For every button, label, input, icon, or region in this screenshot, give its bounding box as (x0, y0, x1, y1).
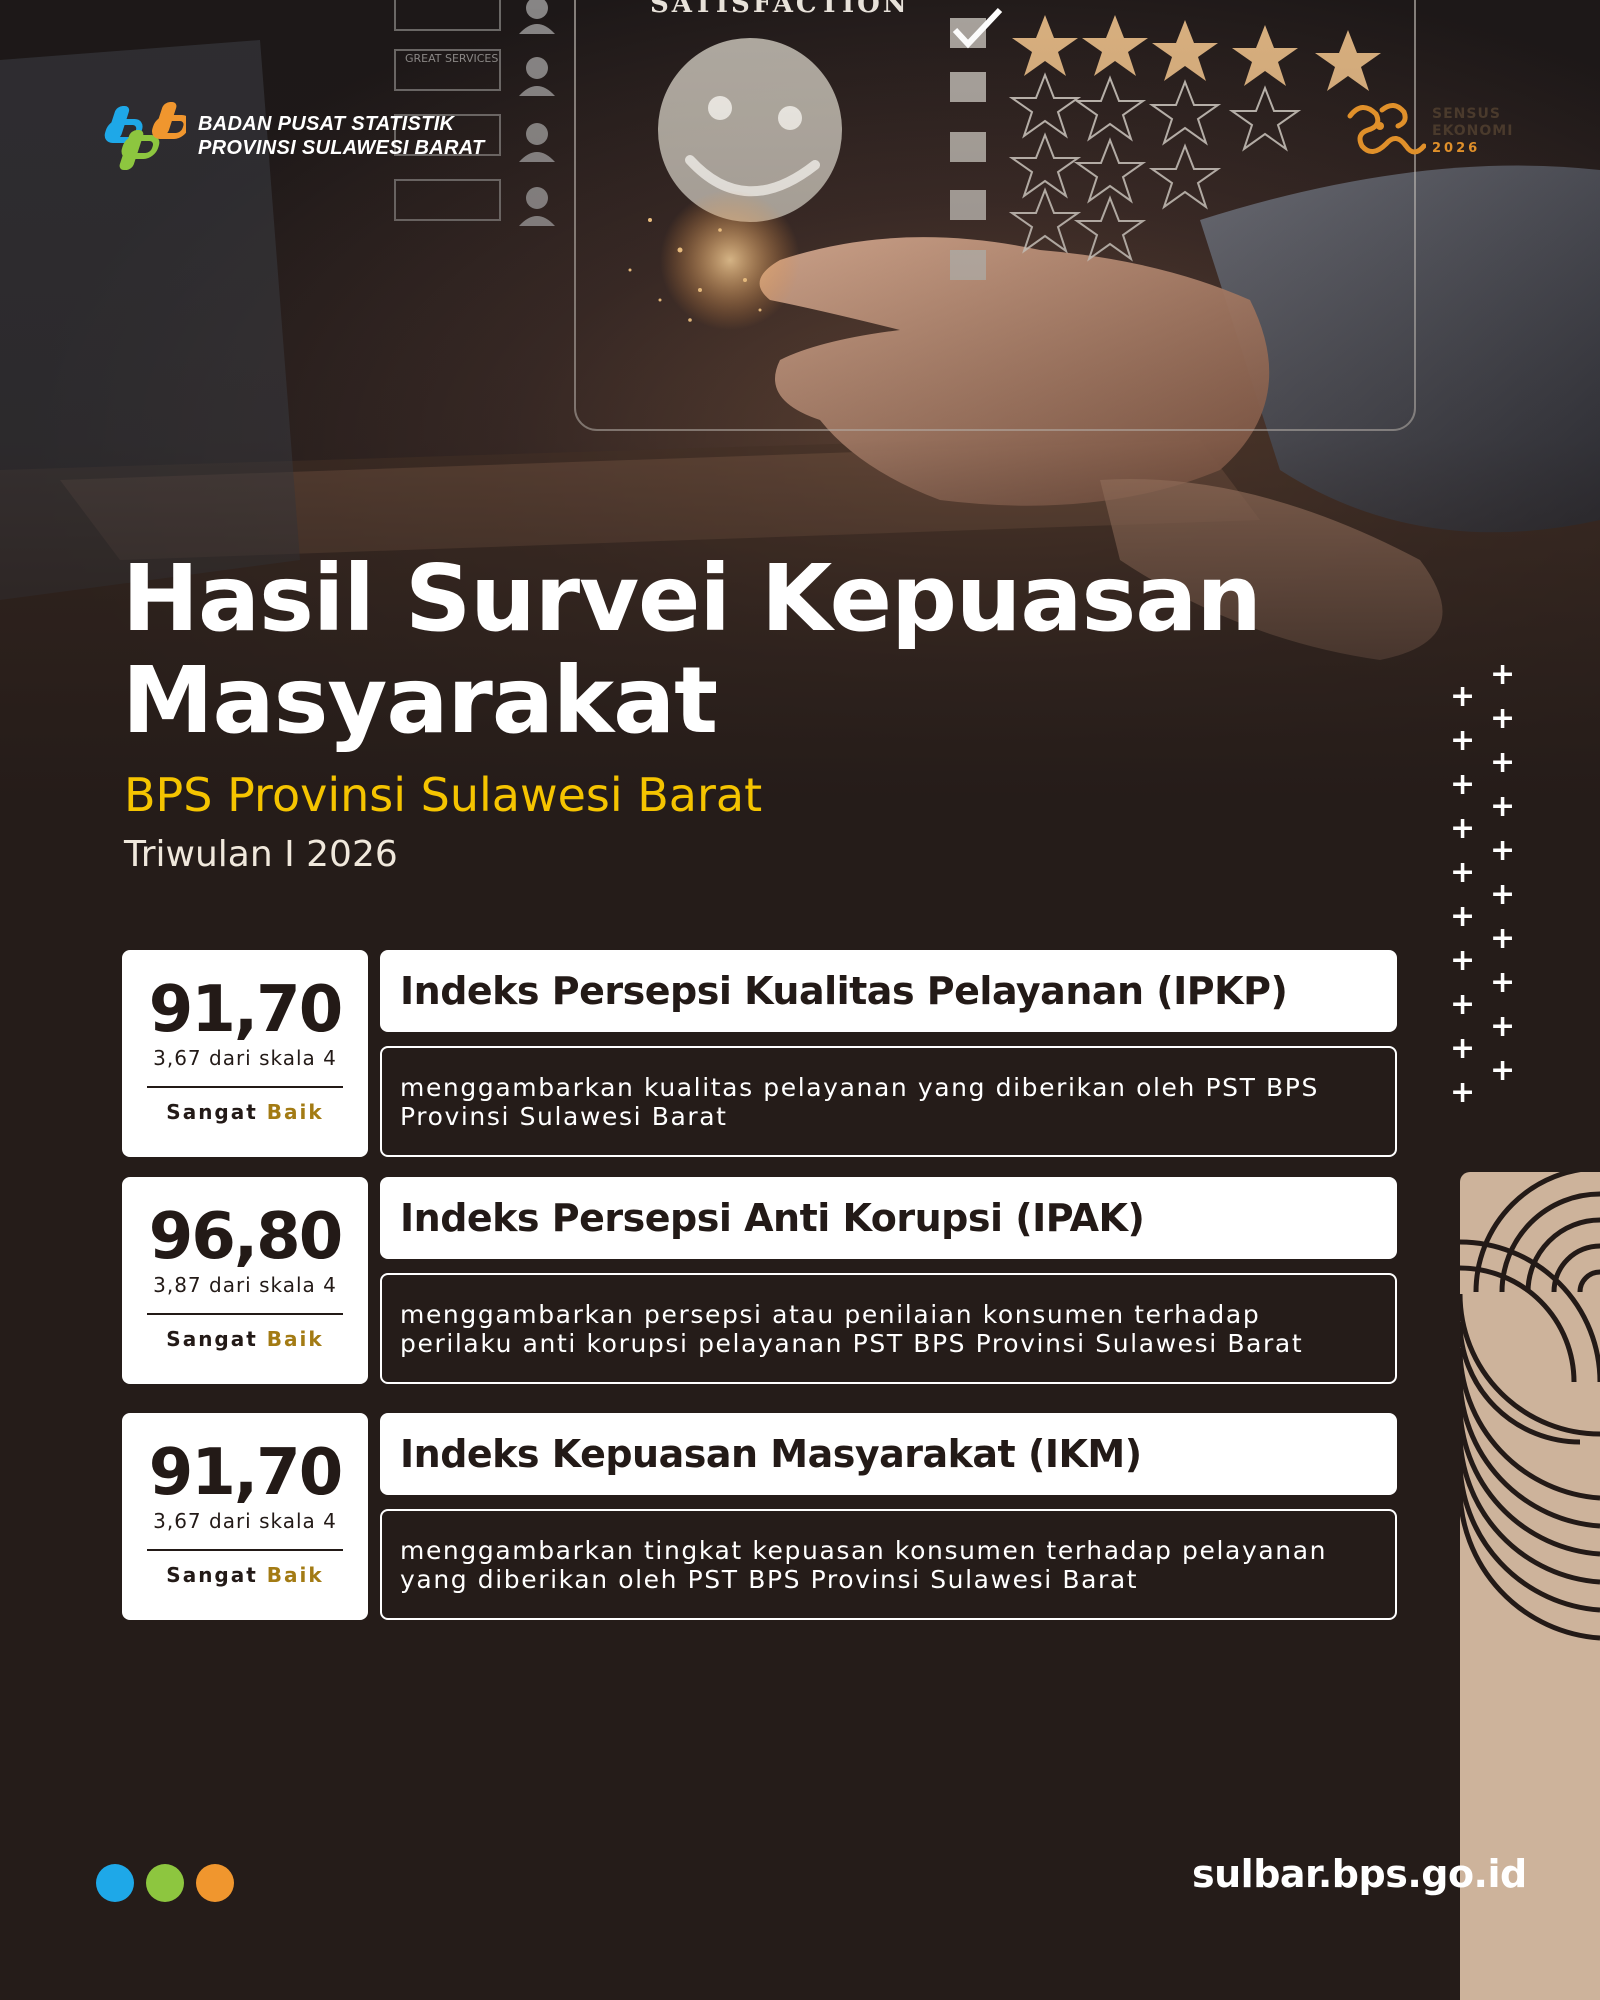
plus-pattern-decoration: + + + + + + + + + + + + + + + + + + + + (1450, 657, 1516, 1110)
page-subtitle: BPS Provinsi Sulawesi Barat (124, 768, 763, 822)
rating-label-part2: Baik (266, 1563, 324, 1587)
index-description-box (380, 1273, 1397, 1384)
index-name: Indeks Persepsi Kualitas Pelayanan (IPKP) (400, 969, 1288, 1013)
rating-label-part2: Baik (266, 1100, 324, 1124)
score-scale: 3,87 dari skala 4 (153, 1273, 337, 1297)
rating-label-part1: Sangat (166, 1100, 258, 1124)
score-box (122, 1413, 368, 1620)
org-name-line1: BADAN PUSAT STATISTIK (198, 113, 455, 135)
rating-label (122, 1100, 368, 1124)
divider (147, 1313, 343, 1315)
score-box (122, 1177, 368, 1384)
index-name: Indeks Persepsi Anti Korupsi (IPAK) (400, 1196, 1145, 1240)
divider (147, 1549, 343, 1551)
index-name-box (380, 950, 1397, 1032)
rating-label-part1: Sangat (166, 1327, 258, 1351)
orange-dot (196, 1864, 234, 1902)
rating-label-part2: Baik (266, 1327, 324, 1351)
rating-label-part1: Sangat (166, 1563, 258, 1587)
bps-logo-block (92, 96, 485, 176)
score-value: 91,70 (148, 973, 342, 1047)
index-name: Indeks Kepuasan Masyarakat (IKM) (400, 1432, 1142, 1476)
score-value: 91,70 (148, 1436, 342, 1510)
score-value: 96,80 (148, 1200, 342, 1274)
sensus-ekonomi-logo (1342, 96, 1513, 166)
survey-period: Triwulan I 2026 (124, 834, 398, 875)
index-description: menggambarkan tingkat kepuasan konsumen terhadap pelayanan yang diberikan oleh PST BPS Provinsi Sulawesi Barat (400, 1535, 1328, 1594)
page-title: Hasil Survei Kepuasan Masyarakat (122, 545, 1261, 754)
index-description: menggambarkan persepsi atau penilaian konsumen terhadap perilaku anti korupsi pelayanan PST BPS Provinsi Sulawesi Barat (400, 1299, 1304, 1358)
index-name-box (380, 1177, 1397, 1259)
website-link[interactable]: sulbar.bps.go.id (1192, 1852, 1527, 1896)
blue-dot (96, 1864, 134, 1902)
green-dot (146, 1864, 184, 1902)
score-box (122, 950, 368, 1157)
rating-label (122, 1327, 368, 1351)
bps-logo-icon (92, 96, 186, 176)
org-name-line2: PROVINSI SULAWESI BARAT (198, 137, 485, 159)
sensus-line2: EKONOMI (1432, 122, 1514, 139)
color-dots (96, 1864, 234, 1902)
sensus-line1: SENSUS (1432, 105, 1501, 122)
score-scale: 3,67 dari skala 4 (153, 1046, 337, 1070)
index-description: menggambarkan kualitas pelayanan yang diberikan oleh PST BPS Provinsi Sulawesi Barat (400, 1072, 1319, 1131)
index-name-box (380, 1413, 1397, 1495)
sensus-year: 2026 (1432, 140, 1481, 156)
sensus-logo-icon (1342, 96, 1426, 166)
rating-label (122, 1563, 368, 1587)
score-scale: 3,67 dari skala 4 (153, 1509, 337, 1533)
index-description-box (380, 1509, 1397, 1620)
divider (147, 1086, 343, 1088)
index-description-box (380, 1046, 1397, 1157)
